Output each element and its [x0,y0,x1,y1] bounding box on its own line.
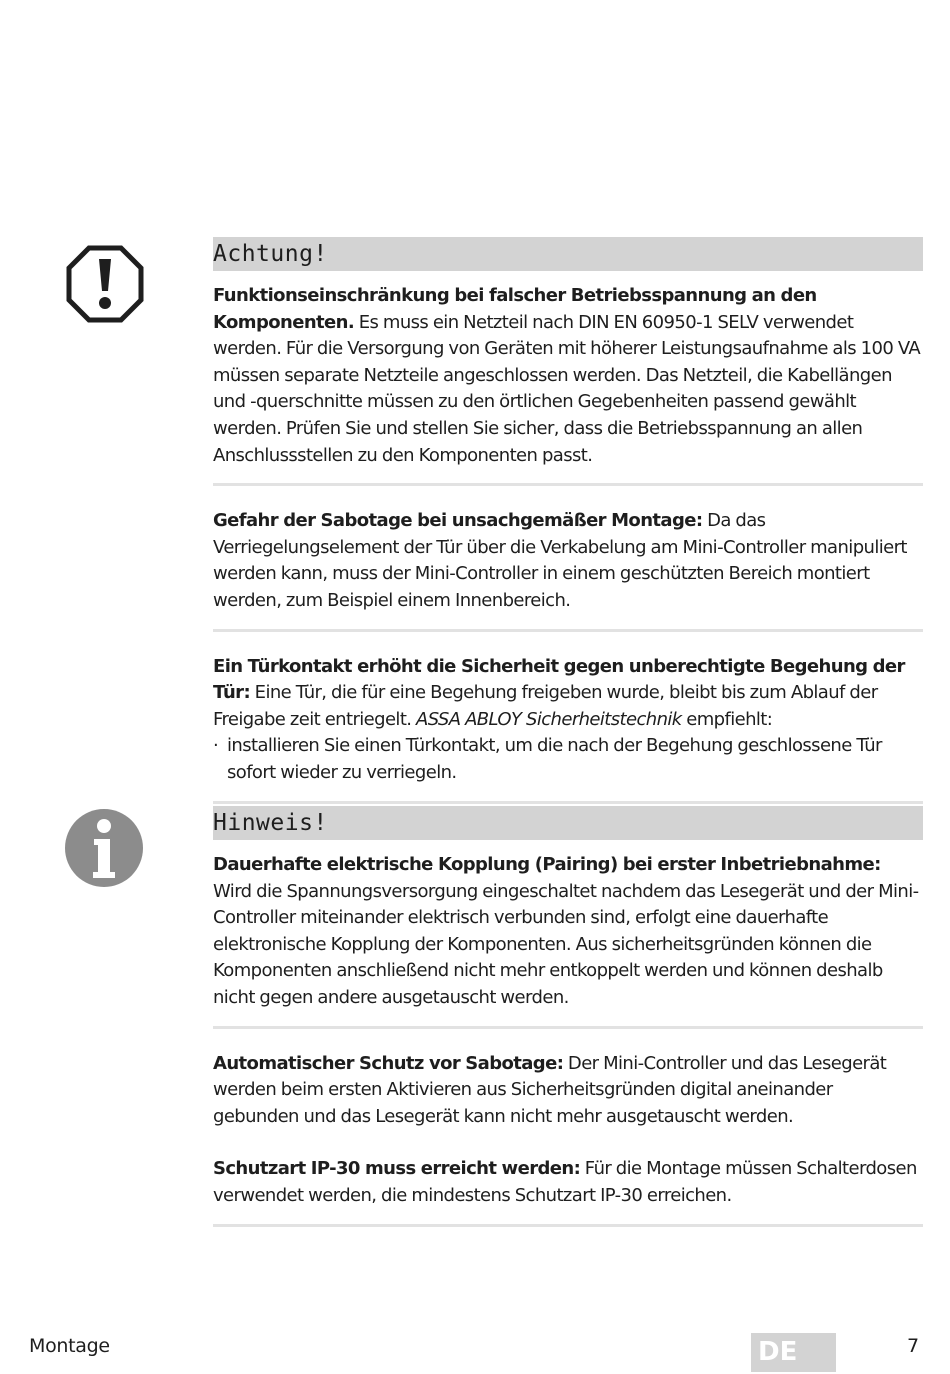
info-paragraph-pairing: Dauerhafte elektrische Kopplung (Pairing) bei erster Inbetriebnahme: Wird die Spannungsversorgung eingeschaltet nachdem das Lesegerät und der Mini-Controller miteinander elektrisch verbunden sind, erfolgt eine dauerhafte elektronische Kopplung der Komponenten. Aus sicherheitsgründen können die Komponenten anschließend nicht mehr entkoppelt werden und können deshalb nicht gegen andere ausgetauscht werden. [213,854,919,1008]
info-section [213,806,923,1227]
divider [213,1026,923,1029]
bullet-item [213,733,923,786]
warning-section [213,237,923,804]
info-circle-icon [64,808,144,888]
language-badge: DE [751,1333,836,1372]
bullet-marker: · [213,735,219,757]
info-heading: Hinweis! [213,810,328,836]
divider [213,629,923,632]
warning-octagon-icon [66,245,144,323]
divider [213,483,923,486]
page-number: 7 [907,1335,920,1357]
divider [213,1224,923,1227]
warning-paragraph-sabotage: Gefahr der Sabotage bei unsachgemäßer Montage: Da das Verriegelungselement der Tür über die Verkabelung am Mini-Controller manipuliert werden kann, muss der Mini-Controller in einem geschützten Bereich montiert werden, zum Beispiel einem Innenbereich. [213,510,907,611]
bullet-text: installieren Sie einen Türkontakt, um die nach der Begehung geschlossene Tür sofort wieder zu verriegeln. [227,735,882,783]
divider [213,801,923,804]
info-paragraph-ip30: Schutzart IP-30 muss erreicht werden: Für die Montage müssen Schalterdosen verwendet werden, die mindestens Schutzart IP-30 erreichen. [213,1158,917,1206]
warning-heading: Achtung! [213,241,328,267]
info-heading-bar [213,806,923,840]
warning-heading-bar [213,237,923,271]
warning-paragraph-voltage: Funktionseinschränkung bei falscher Betriebsspannung an den Komponenten. Es muss ein Netzteil nach DIN EN 60950-1 SELV verwendet werden. Für die Versorgung von Geräten mit höherer Leistungsaufnahme als 100 VA müssen separate Netzteile angeschlossen werden. Das Netzteil, die Kabellängen und -querschnitte müssen zu den örtlichen Gegebenheiten passend gewählt werden. Prüfen Sie und stellen Sie sicher, dass die Betriebsspannung an allen Anschlussstellen zu den Komponenten passt. [213,285,921,466]
footer-section-label: Montage [29,1335,110,1357]
info-paragraph-sabotage-protection: Automatischer Schutz vor Sabotage: Der Mini-Controller und das Lesegerät werden beim ersten Aktivieren aus Sicherheitsgründen digital aneinander gebunden und das Lesegerät kann nicht mehr ausgetauscht werden. [213,1052,887,1127]
warning-paragraph-door-contact: Ein Türkontakt erhöht die Sicherheit gegen unberechtigte Begehung der Tür: Eine Tür, die für eine Begehung freigeben wurde, bleibt bis zum Ablauf der Freigabe zeit entriegelt. ASSA ABLOY Sicherheitstechnik empfiehlt: [213,655,905,730]
